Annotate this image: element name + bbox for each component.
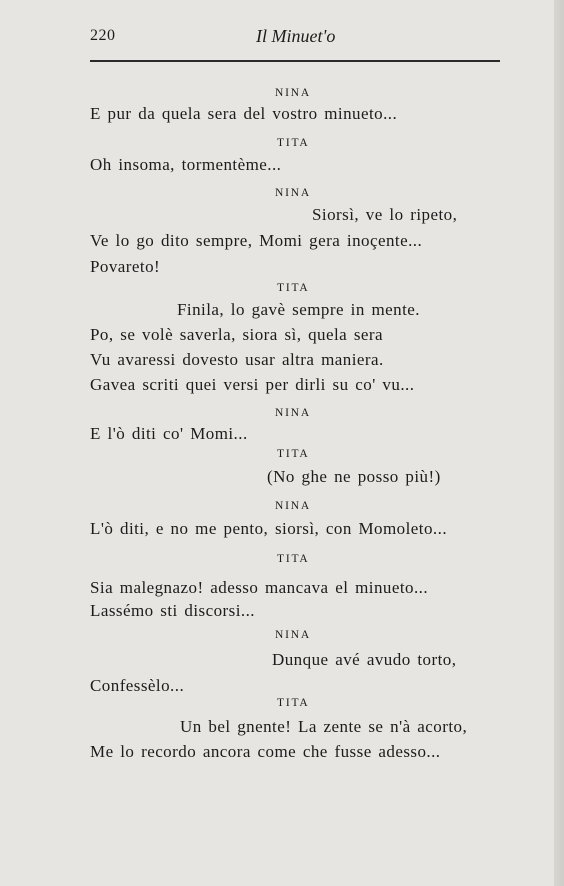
verse-line: Siorsì, ve lo ripeto, <box>312 205 458 224</box>
speaker-label: NINA <box>275 407 311 419</box>
verse-line: E pur da quela sera del vostro minueto... <box>90 104 398 123</box>
verse-line: Oh insoma, tormentème... <box>90 155 282 174</box>
verse-line: Po, se volè saverla, siora sì, quela sera <box>90 325 384 344</box>
speaker-label: NINA <box>275 87 311 99</box>
verse-line: E l'ò diti co' Momi... <box>90 424 248 443</box>
speaker-label: TITA <box>277 137 310 149</box>
speaker-label: TITA <box>277 448 310 460</box>
speaker-label: TITA <box>277 553 310 565</box>
verse-line: Me lo recordo ancora come che fusse adesso... <box>90 742 441 761</box>
verse-line: Confessèlo... <box>90 676 185 695</box>
verse-line: Finila, lo gavè sempre in mente. <box>177 300 420 319</box>
page-number: 220 <box>90 27 116 44</box>
verse-line: (No ghe ne posso più!) <box>267 467 441 486</box>
verse-line: Sia malegnazo! adesso mancava el minueto... <box>90 578 429 597</box>
verse-line: Ve lo go dito sempre, Momi gera inoçente... <box>90 231 423 250</box>
verse-line: Vu avaressi dovesto usar altra maniera. <box>90 350 384 369</box>
verse-line: Dunque avé avudo torto, <box>272 650 457 669</box>
verse-line: Lassémo sti discorsi... <box>90 601 255 620</box>
speaker-label: TITA <box>277 282 310 294</box>
speaker-label: NINA <box>275 187 311 199</box>
verse-line: L'ò diti, e no me pento, siorsì, con Momoleto... <box>90 519 448 538</box>
verse-line: Povareto! <box>90 257 161 276</box>
speaker-label: NINA <box>275 629 311 641</box>
verse-line: Un bel gnente! La zente se n'à acorto, <box>180 717 468 736</box>
speaker-label: NINA <box>275 500 311 512</box>
verse-line: Gavea scriti quei versi per dirli su co' vu... <box>90 375 415 394</box>
running-title: Il Minuet'o <box>256 26 336 46</box>
speaker-label: TITA <box>277 697 310 709</box>
